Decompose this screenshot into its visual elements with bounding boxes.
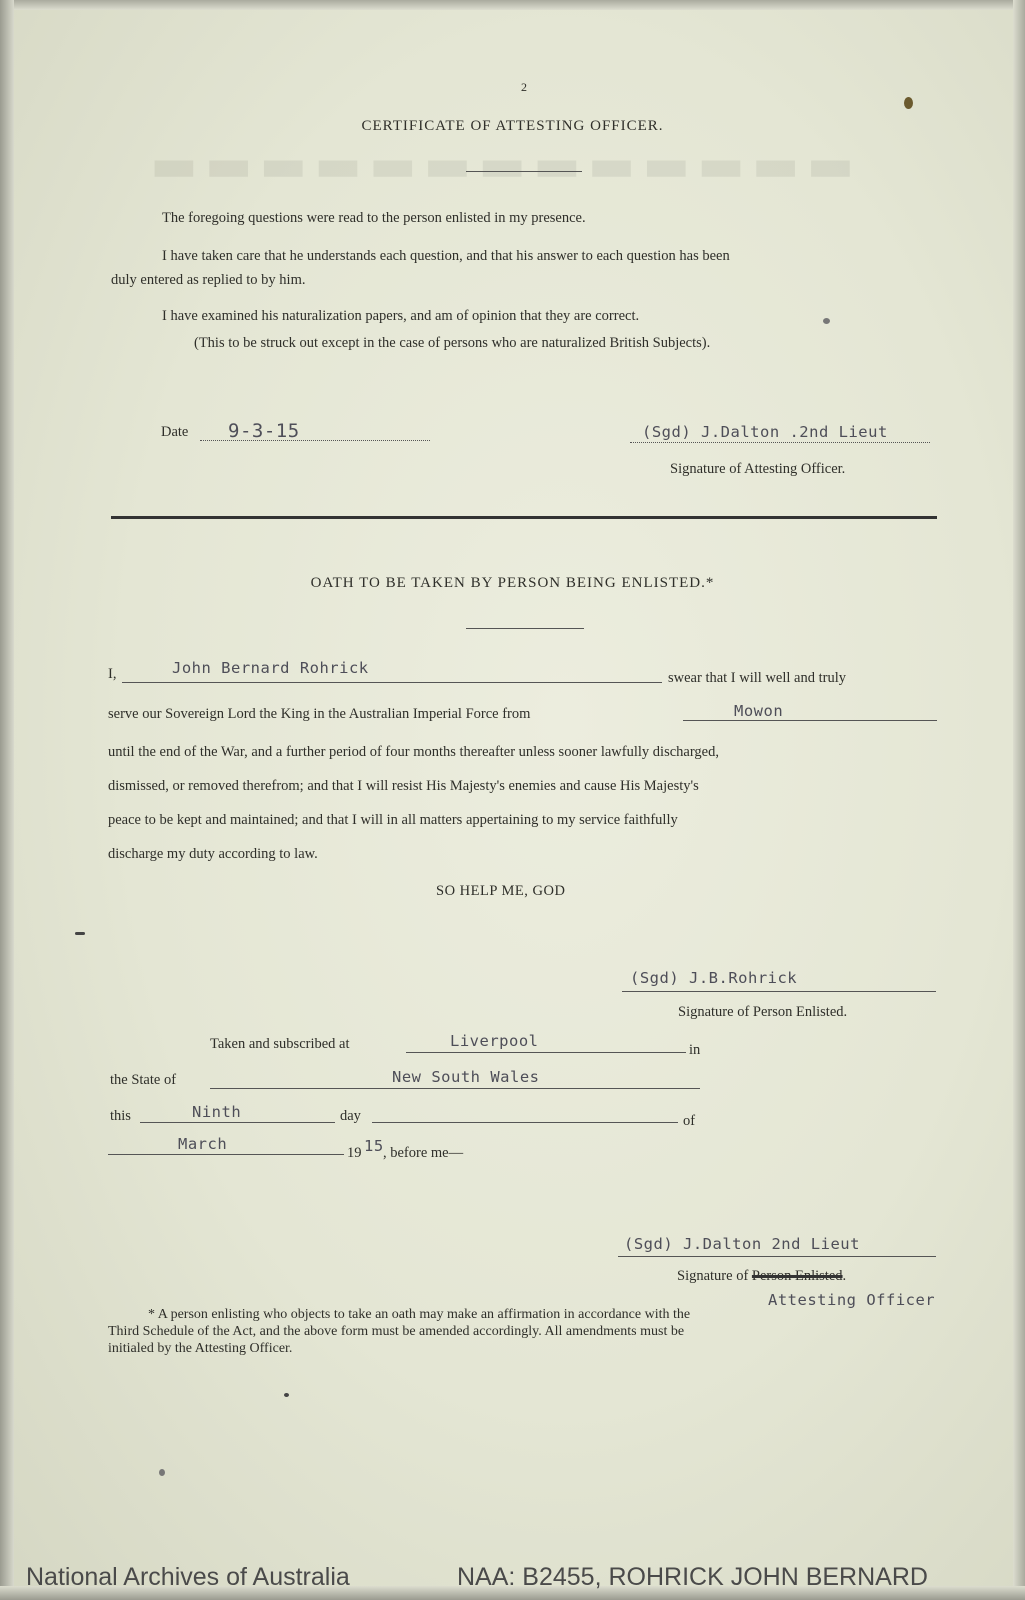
officer-signature-caption: Signature of Attesting Officer.	[670, 461, 846, 477]
year-value: 15	[364, 1137, 384, 1155]
enlisted-signature-caption: Signature of Person Enlisted.	[678, 1004, 848, 1020]
day-value: Ninth	[192, 1103, 242, 1121]
certificate-para2-line2: duly entered as replied to by him.	[111, 272, 306, 288]
witness-caption-struck: Person Enlisted	[751, 1268, 843, 1284]
state-label: the State of	[110, 1072, 177, 1088]
date-line	[200, 440, 430, 441]
archive-footer-left: National Archives of Australia	[26, 1563, 350, 1591]
page-edge-left	[0, 0, 14, 1600]
month-line	[108, 1154, 344, 1155]
witness-signature-line	[618, 1256, 936, 1257]
taken-value: Liverpool	[450, 1032, 539, 1050]
footnote-line2: Third Schedule of the Act, and the above form must be amended accordingly. All amendments must be	[108, 1324, 685, 1339]
title-underline	[466, 171, 582, 172]
oath-name-value: John Bernard Rohrick	[172, 659, 369, 677]
archive-footer-right: NAA: B2455, ROHRICK JOHN BERNARD	[457, 1563, 928, 1591]
oath-line6: discharge my duty according to law.	[108, 846, 318, 862]
certificate-para3: I have examined his naturalization papers, and am of opinion that they are correct.	[162, 308, 640, 324]
oath-line5: peace to be kept and maintained; and that I will in all matters appertaining to my service faithfully	[108, 812, 678, 828]
year-prefix: 19	[347, 1145, 362, 1161]
month-line-upper	[372, 1122, 678, 1123]
show-through-ghost: ▬▬▬▬▬▬▬▬▬▬▬▬▬	[150, 140, 862, 191]
witness-caption-typed: Attesting Officer	[768, 1291, 936, 1309]
taken-line	[406, 1052, 686, 1053]
oath-line2: serve our Sovereign Lord the King in the Australian Imperial Force from	[108, 706, 531, 722]
date-label: Date	[161, 424, 189, 440]
oath-line3: until the end of the War, and a further period of four months thereafter unless sooner lawfully discharged,	[108, 744, 719, 760]
witness-signature: (Sgd) J.Dalton 2nd Lieut	[624, 1235, 860, 1253]
paper-speck	[284, 1393, 289, 1397]
oath-closing: SO HELP ME, GOD	[436, 883, 566, 899]
footnote-line3: initialed by the Attesting Officer.	[108, 1341, 293, 1356]
witness-caption	[677, 1268, 846, 1285]
officer-signature-line	[630, 442, 930, 443]
oath-from-line	[683, 720, 937, 721]
certificate-para3-note: (This to be struck out except in the case of persons who are naturalized British Subjects).	[194, 335, 711, 351]
officer-signature: (Sgd) J.Dalton .2nd Lieut	[642, 423, 888, 441]
certificate-title: CERTIFICATE OF ATTESTING OFFICER.	[361, 118, 664, 134]
of-label: of	[683, 1113, 696, 1129]
oath-line4: dismissed, or removed therefrom; and that I will resist His Majesty's enemies and cause His Majesty's	[108, 778, 699, 794]
oath-name-line	[122, 682, 662, 683]
before-me: , before me—	[383, 1145, 464, 1161]
paper-speck	[159, 1469, 165, 1476]
page-number: 2	[521, 80, 527, 94]
date-value: 9-3-15	[228, 420, 300, 442]
witness-caption-suffix: .	[842, 1268, 847, 1284]
oath-line1-tail: swear that I will well and truly	[668, 670, 846, 686]
oath-i-label: I,	[108, 666, 117, 682]
enlisted-signature: (Sgd) J.B.Rohrick	[630, 969, 798, 987]
paper-blemish	[904, 97, 913, 109]
page-edge-top	[0, 0, 1025, 10]
certificate-para2-line1: I have taken care that he understands each question, and that his answer to each question has been	[162, 248, 730, 264]
paper-speck	[823, 318, 830, 324]
oath-from-value: Mowon	[734, 702, 784, 720]
page-edge-right	[1013, 0, 1025, 1600]
oath-title: OATH TO BE TAKEN BY PERSON BEING ENLISTED.*	[310, 575, 715, 591]
state-value: New South Wales	[392, 1068, 540, 1086]
witness-caption-prefix: Signature of	[677, 1268, 749, 1284]
month-value: March	[178, 1135, 228, 1153]
this-label: this	[110, 1108, 131, 1124]
state-line	[210, 1088, 700, 1089]
footnote-line1: * A person enlisting who objects to take an oath may make an affirmation in accordance with the	[148, 1307, 691, 1322]
paper-speck	[75, 932, 85, 935]
enlisted-signature-line	[622, 991, 936, 992]
day-label: day	[340, 1108, 361, 1124]
in-label: in	[689, 1042, 701, 1058]
taken-label: Taken and subscribed at	[210, 1036, 350, 1052]
certificate-para1: The foregoing questions were read to the person enlisted in my presence.	[162, 210, 586, 226]
section-divider	[111, 516, 937, 519]
oath-title-underline	[466, 628, 584, 629]
day-line	[140, 1122, 335, 1123]
